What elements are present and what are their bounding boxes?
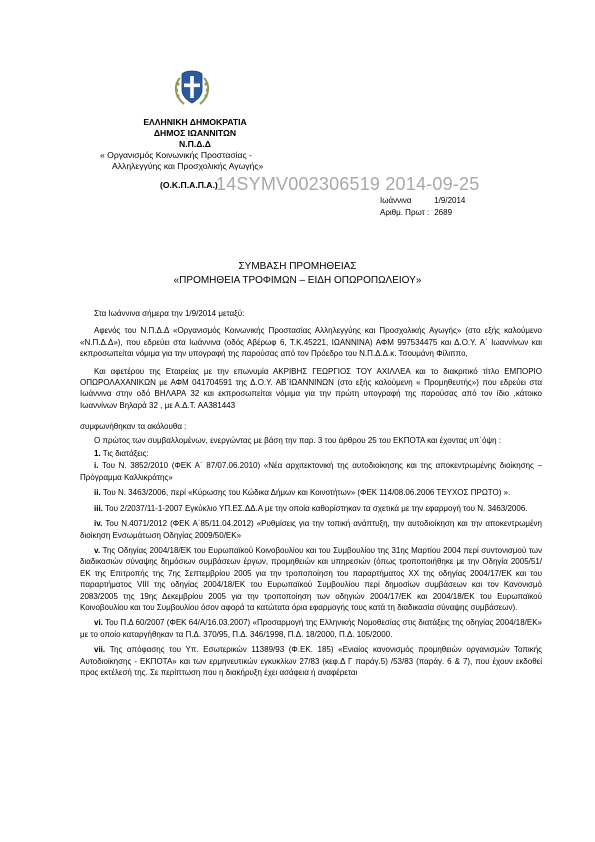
provision-text: Του Ν. 3463/2006, περί «Κύρωσης του Κώδικα Δήμων και Κοινοτήτων» (ΦΕΚ 114/08.06.2006 ΤΕΥΧΟΣ ΠΡΩΤΟ) ». — [102, 488, 511, 498]
place-date-block — [380, 195, 465, 219]
header-organization-line2: Αλληλεγγύης και Προσχολικής Αγωγής» — [112, 161, 264, 171]
list-heading-number: 1. — [94, 449, 101, 459]
provision-number: vi. — [94, 618, 106, 628]
header-organization-line1: « Οργανισμός Κοινωνικής Προστασίας - — [100, 150, 252, 160]
provision-number: ii. — [94, 488, 103, 498]
provision-item — [80, 545, 542, 613]
issuer-header — [100, 117, 320, 172]
provision-item — [80, 487, 542, 498]
header-acronym: (Ο.Κ.Π.Α.Π.Α.) — [160, 180, 218, 190]
provision-item — [80, 503, 542, 514]
list-heading-text: Τις διατάξεις: — [102, 449, 149, 459]
provision-item — [80, 518, 542, 541]
provision-item — [80, 617, 542, 640]
provision-text: Του Π.Δ 60/2007 (ΦΕΚ 64/Α/16.03.2007) «Προσαρμογή της Ελληνικής Νομοθεσίας στις διατάξεις της οδηγίας 2004/18/ΕΚ» με το οποίο καταργήθηκαν τα Π.Δ. 370/95, Π.Δ. 346/1998, Π.Δ. 18/2000, Π.Δ. 105/2000. — [80, 618, 542, 639]
provisions-list — [80, 460, 542, 678]
provision-item — [80, 460, 542, 483]
provision-number: vii. — [94, 645, 110, 655]
header-entity: Ν.Π.Δ.Δ — [179, 139, 211, 149]
provision-number: iv. — [94, 519, 106, 529]
document-subtitle: «ΠΡΟΜΗΘΕΙΑ ΤΡΟΦΙΜΩΝ – ΕΙΔΗ ΟΠΩΡΟΠΩΛΕΙΟΥ» — [173, 275, 422, 286]
protocol-label: Αριθμ. Πρωτ : — [380, 208, 430, 217]
provision-item — [80, 644, 542, 678]
paragraph-party-two: Και αφετέρου της Εταιρείας με την επωνυμία ΑΚΡΙΒΗΣ ΓΕΩΡΓΙΟΣ ΤΟΥ ΑΧΙΛΛΕΑ και το διακριτικό τίτλο ΕΜΠΟΡΙΟ ΟΠΩΡΟΛΑΧΑΝΙΚΩΝ με ΑΦΜ 041704591 της Δ.Ο.Υ. ΑΒ΄ΙΩΑΝΝΙΝΩΝ (στο εξής καλούμενη « Προμηθευτής») που εδρεύει στα Ιωάννινα στην οδό ΒΗΛΑΡΑ 32 και εκπροσωπείται νόμιμα για την πρώτη υπογραφή της παρούσας από τον ίδιο ,κάτοικο Ιωαννίνων Βηλαρά 32 , με Α.Δ.Τ. ΑΑ381443 — [80, 366, 542, 410]
date: 1/9/2014 — [434, 196, 466, 205]
place: Ιωάννινα — [380, 196, 412, 205]
contract-body — [80, 308, 542, 682]
provision-text: Του Ν.4071/2012 (ΦΕΚ Α΄85/11.04.2012) «Ρυθμίσεις για την τοπική ανάπτυξη, την αυτοδιοίκηση και την αποκεντρωμένη διοίκηση Ενσωμάτωση Οδηγίας 2009/50/ΕΚ» — [80, 519, 542, 540]
provision-number: v. — [94, 545, 103, 555]
document-title: ΣΥΜΒΑΣΗ ΠΡΟΜΗΘΕΙΑΣ — [238, 261, 357, 272]
paragraph-party-one: Αφενός του Ν.Π.Δ.Δ «Οργανισμός Κοινωνικής Προστασίας Αλληλεγγύης και Προσχολικής Αγωγής» (στο εξής καλούμενο «Ν.Π.Δ.Δ»), που εδρεύει στα Ιωάννινα (οδός Αβέρωφ 6, Τ.Κ.45221, ΙΩΑΝΝΙΝΑ) ΑΦΜ 997534475 και Δ.Ο.Υ. Α΄ Ιωαννίνων και εκπροσωπείται νόμιμα για την υπογραφή της παρούσας από τον Πρόεδρο του Ν.Π.Δ.Δ.κ. Τσουμάνη Φίλιππο, — [80, 326, 542, 359]
paragraph-agreed: συμφωνήθηκαν τα ακόλουθα : — [80, 422, 187, 432]
paragraph-intro: Στα Ιωάννινα σήμερα την 1/9/2014 μεταξύ: — [94, 309, 245, 318]
protocol-number: 2689 — [434, 208, 453, 217]
greek-emblem-icon — [170, 68, 214, 108]
provision-number: i. — [94, 461, 103, 471]
header-municipality: ΔΗΜΟΣ ΙΩΑΝΝΙΤΩΝ — [153, 128, 237, 138]
provision-number: iii. — [94, 503, 106, 513]
paragraph-considerations: Ο πρώτος των συμβαλλομένων, ενεργώντας με βάση την παρ. 3 του άρθρου 25 του ΕΚΠΟΤΑ και έχοντας υπ΄όψη : — [94, 435, 502, 445]
header-country: ΕΛΛΗΝΙΚΗ ΔΗΜΟΚΡΑΤΙΑ — [143, 117, 247, 127]
provision-text: Της Οδηγίας 2004/18/ΕΚ του Ευρωπαϊκού Κοινοβουλίου και του Συμβουλίου της 31ης Μαρτίου 2004 περί συντονισμού των διαδικασιών σύναψης δημόσιων συμβάσεων έργων, προμηθειών και υπηρεσιών (όπως τροποποιήθηκε με την Οδηγία 2005/51/ΕΚ της Επιτροπής της 7ης Σεπτεμβρίου 2005 για την τροποποίηση του παραρτήματος ΧΧ της οδηγίας 2004/17/ΕΚ και του παραρτήματος VIII της οδηγίας 2004/18/ΕΚ του Ευρωπαϊκού Συμβουλίου περί δημοσίων συμβάσεων και τον Κανονισμό 2083/2005 της 19ης Δεκεμβρίου 2005 για την τροποποίηση των οδηγιών 2004/17/ΕΚ και 2004/18/ΕΚ του Ευρωπαϊκού Κοινοβουλίου και του Συμβουλίου όσον αφορά τα κατώτατα όρια εφαρμογής τους κατά τη διαδικασία σύναψης συμβάσεων). — [80, 545, 542, 612]
provision-text: Του Ν. 3852/2010 (ΦΕΚ Α΄ 87/07.06.2010) «Νέα αρχιτεκτονική της αυτοδιοίκησης και της αποκεντρωμένης διοίκησης – Πρόγραμμα Καλλικράτης» — [80, 461, 542, 482]
provision-text: Της απόφασης του Υπ. Εσωτερικών 11389/93 (Φ.ΕΚ. 185) «Ενιαίος κανονισμός προμηθειών οργανισμών Τοπικής Αυτοδιοίκησης - ΕΚΠΟΤΑ» και των ερμηνευτικών εγκυκλίων 27/83 (κεφ.Δ Γ παράγ.5) /53/83 (παράγ. 6 & 7), που έχουν εκδοθεί προς εκτέλεσή της. Σε περίπτωση που η διακήρυξη έχει ασάφεια ή αναφέρεται — [80, 645, 542, 677]
list-heading — [80, 448, 542, 459]
diavgeia-ada-stamp: 14SYMV002306519 2014-09-25 — [216, 174, 480, 194]
provision-text: Του 2/2037/11-1-2007 Εγκύκλιο ΥΠ.ΕΣ.ΔΔ.Α με την οποία καθορίστηκαν τα σχετικά με την εφαρμογή του Ν. 3463/2006. — [105, 503, 528, 513]
